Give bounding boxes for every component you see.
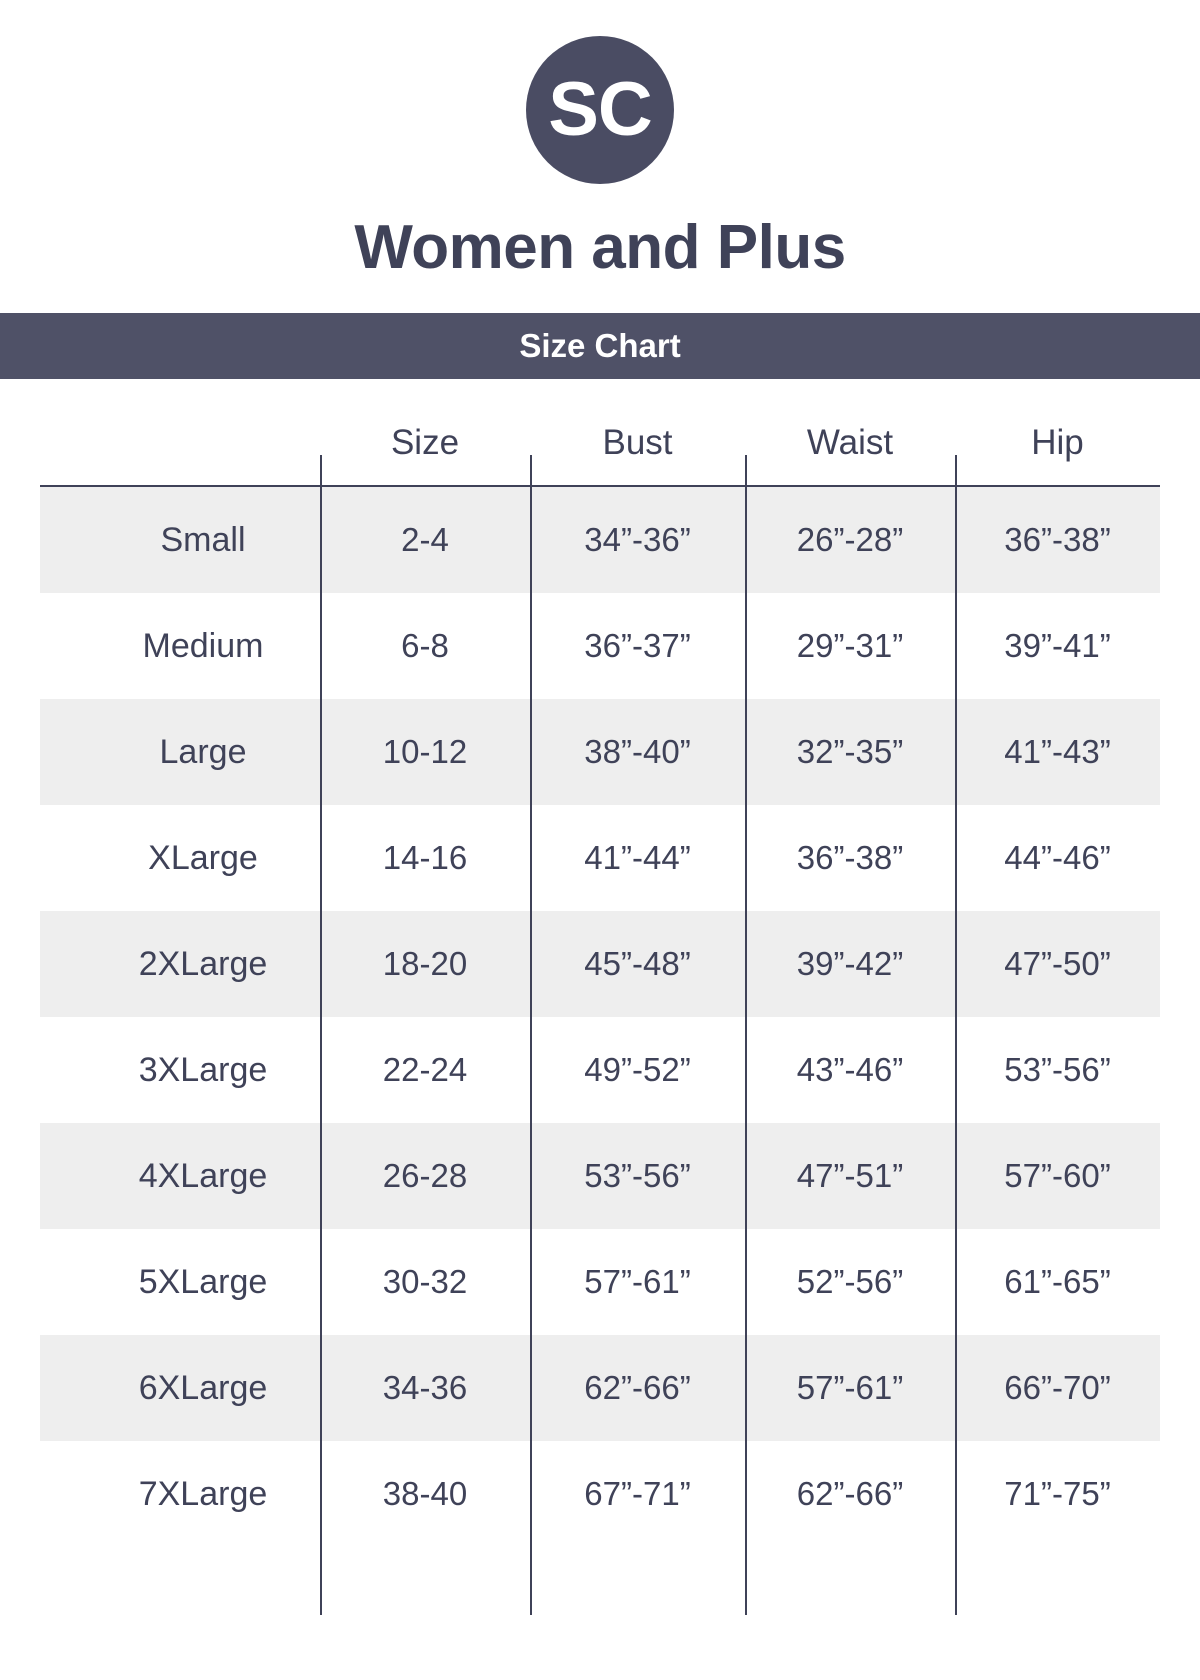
table-row: [40, 805, 1160, 911]
column-divider-3: [745, 455, 747, 1615]
cell-bust: 67”-71”: [584, 1475, 691, 1512]
table-header-row: [40, 413, 1160, 486]
row-label: Large: [40, 699, 320, 805]
column-header-hip: Hip: [955, 413, 1160, 486]
cell-size: 2-4: [320, 486, 530, 593]
cell-bust: 57”-61”: [584, 1263, 691, 1300]
cell-hip: 66”-70”: [955, 1335, 1160, 1441]
cell-size: 18-20: [320, 911, 530, 1017]
cell-bust: 36”-37”: [584, 627, 691, 664]
cell-waist: 52”-56”: [796, 1263, 904, 1300]
cell-hip: 44”-46”: [1004, 839, 1111, 876]
cell-hip: 47”-50”: [955, 911, 1160, 1017]
cell-waist: 26”-28”: [745, 486, 955, 593]
cell-waist: 47”-51”: [745, 1123, 955, 1229]
cell-bust: 38”-40”: [530, 699, 745, 805]
cell-waist: 57”-61”: [745, 1335, 955, 1441]
cell-size: 6-8: [401, 627, 449, 664]
cell-hip: 39”-41”: [1004, 627, 1111, 664]
table-body: [40, 486, 1160, 1547]
row-label: 3XLarge: [138, 1050, 268, 1089]
cell-size: 26-28: [320, 1123, 530, 1229]
table-row: [40, 911, 1160, 1017]
cell-bust: 53”-56”: [530, 1123, 745, 1229]
cell-waist: 32”-35”: [745, 699, 955, 805]
row-label: 7XLarge: [138, 1474, 268, 1513]
cell-waist: 43”-46”: [796, 1051, 904, 1088]
table-row: [40, 593, 1160, 699]
brand-logo: [0, 0, 1200, 184]
column-divider-4: [955, 455, 957, 1615]
banner-label: Size Chart: [519, 327, 681, 364]
cell-waist: 39”-42”: [745, 911, 955, 1017]
cell-bust: 45”-48”: [530, 911, 745, 1017]
table-header: [40, 413, 1160, 486]
row-label: Medium: [142, 626, 264, 665]
cell-size: 34-36: [320, 1335, 530, 1441]
cell-hip: 71”-75”: [1004, 1475, 1111, 1512]
logo-circle: [526, 36, 674, 184]
table-row: [40, 1229, 1160, 1335]
logo-initials: SC: [548, 67, 652, 152]
table-row: [40, 699, 1160, 805]
column-header-blank: [40, 413, 320, 486]
table-row: [40, 1017, 1160, 1123]
cell-bust: 34”-36”: [530, 486, 745, 593]
column-header-bust: Bust: [530, 413, 745, 486]
cell-waist: 62”-66”: [796, 1475, 904, 1512]
cell-hip: 61”-65”: [1004, 1263, 1111, 1300]
row-label: Small: [40, 486, 320, 593]
table-row: [40, 1123, 1160, 1229]
table-row: [40, 1335, 1160, 1441]
size-table-container: [40, 413, 1160, 1547]
row-label: 2XLarge: [40, 911, 320, 1017]
table-row: [40, 486, 1160, 593]
row-label: 5XLarge: [138, 1262, 268, 1301]
row-label: 6XLarge: [40, 1335, 320, 1441]
cell-hip: 53”-56”: [1004, 1051, 1111, 1088]
cell-bust: 41”-44”: [584, 839, 691, 876]
cell-size: 10-12: [320, 699, 530, 805]
cell-waist: 29”-31”: [796, 627, 904, 664]
cell-hip: 41”-43”: [955, 699, 1160, 805]
size-table: [40, 413, 1160, 1547]
column-header-size: Size: [320, 413, 530, 486]
cell-hip: 36”-38”: [955, 486, 1160, 593]
column-header-waist: Waist: [745, 413, 955, 486]
cell-size: 38-40: [382, 1475, 468, 1512]
cell-size: 22-24: [382, 1051, 468, 1088]
cell-waist: 36”-38”: [796, 839, 904, 876]
page-title: Women and Plus: [354, 213, 846, 282]
row-label: XLarge: [148, 838, 258, 877]
table-row: [40, 1441, 1160, 1547]
cell-bust: 49”-52”: [584, 1051, 691, 1088]
column-divider-2: [530, 455, 532, 1615]
cell-bust: 62”-66”: [530, 1335, 745, 1441]
cell-size: 30-32: [382, 1263, 468, 1300]
row-label: 4XLarge: [40, 1123, 320, 1229]
size-chart-banner: [0, 313, 1200, 379]
cell-hip: 57”-60”: [955, 1123, 1160, 1229]
column-divider-1: [320, 455, 322, 1615]
cell-size: 14-16: [382, 839, 468, 876]
